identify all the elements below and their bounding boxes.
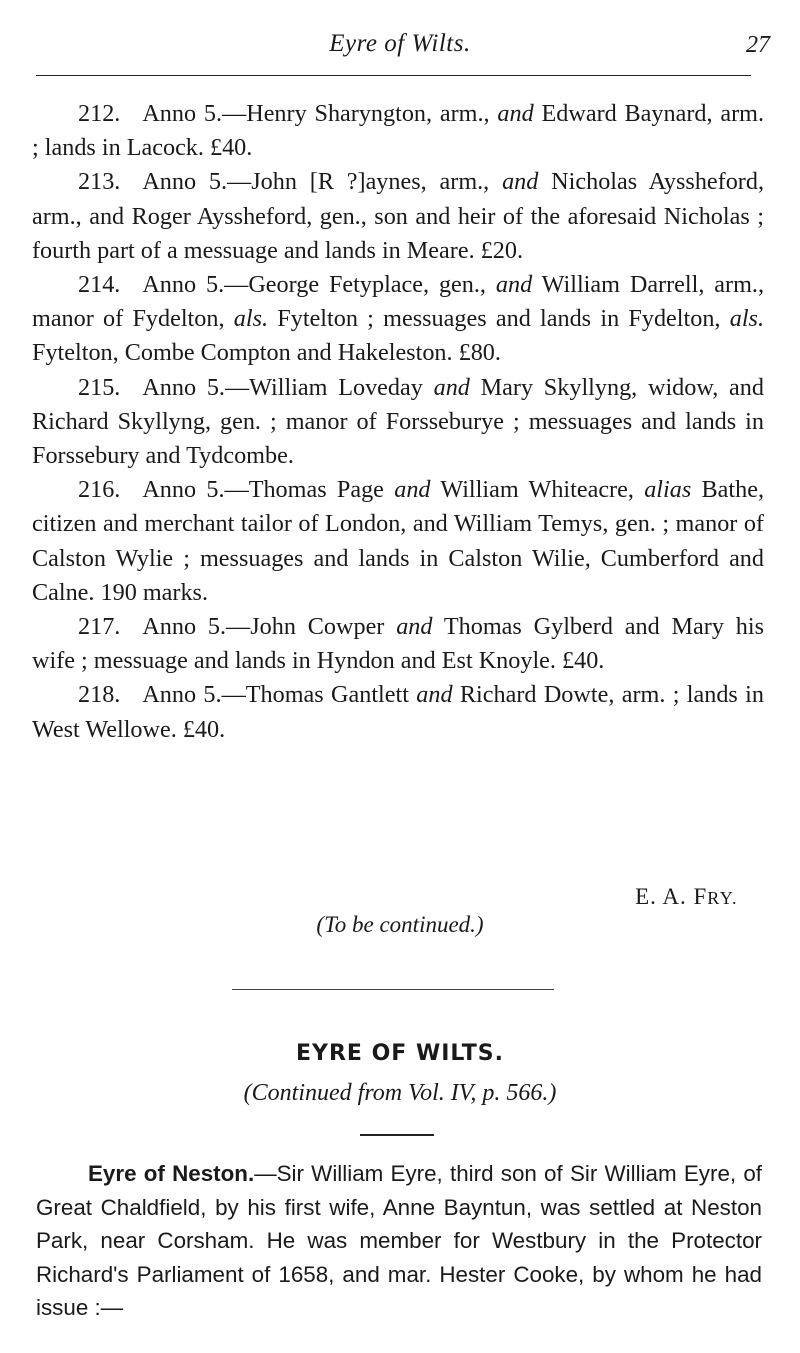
entry-5	[32, 473, 764, 610]
entry-7	[32, 678, 764, 746]
entry-text: Thomas Gylberd and Mary his wife ; messuage and lands in Hyndon and Est Knoyle. £40.	[32, 613, 764, 675]
signature-smallcaps: RY.	[707, 888, 738, 908]
entry-text: William Darrell, arm., manor of Fydelton,	[32, 271, 764, 333]
entry-text: Anno 5.—George Fetyplace, gen.,	[142, 271, 496, 299]
entry-text: Edward Baynard, arm. ; lands in Lacock. £40.	[32, 100, 765, 162]
entry-text: Anno 5.—Thomas Gantlett	[142, 681, 417, 709]
entry-text: Fytelton, Combe Compton and Hakeleston. £80.	[32, 339, 501, 367]
running-title: Eyre of Wilts.	[329, 30, 471, 57]
running-head	[30, 30, 770, 64]
page-number: 27	[746, 32, 770, 58]
entry-text: Anno 5.—Henry Sharyngton, arm.,	[142, 100, 498, 127]
short-rule	[360, 1134, 434, 1136]
entry-text: Anno 5.—John [R ?]aynes, arm.,	[142, 168, 503, 196]
entry-3	[32, 268, 764, 371]
author-signature	[635, 884, 738, 910]
paragraph-lead: Eyre of Neston.	[88, 1161, 255, 1186]
entry-text: Bathe, citizen and merchant tailor of London, and William Temys, gen. ; manor of Calston Wylie ; messuages and lands in Calston Wilie, Cumberford and Calne. 190 marks.	[32, 476, 764, 606]
italic-text: als.	[233, 305, 269, 333]
entry-number: 218.	[78, 681, 121, 709]
body-paragraph	[36, 1157, 762, 1325]
signature-initials: E. A. F	[635, 884, 708, 909]
italic-text: and	[502, 168, 539, 196]
entry-4	[32, 371, 764, 474]
section-heading: EYRE OF WILTS.	[295, 1041, 504, 1066]
entry-1	[32, 97, 764, 165]
entry-number: 214.	[78, 271, 121, 299]
entry-text: Nicholas Ayssheford, arm., and Roger Ayssheford, gen., son and heir of the aforesaid Nicholas ; fourth part of a messuage and lands in Meare. £20.	[32, 168, 764, 264]
entry-2	[32, 165, 764, 268]
entry-text: Anno 5.—William Loveday	[142, 373, 434, 401]
entry-text: Anno 5.—Thomas Page	[142, 476, 395, 504]
section-subheading	[0, 1080, 800, 1107]
entry-number: 215.	[78, 373, 121, 401]
entry-number: 217.	[78, 613, 121, 641]
entry-number: 213.	[78, 168, 121, 196]
italic-text: als.	[729, 305, 764, 333]
subheading-italic: Continued from Vol. IV, p.	[251, 1080, 501, 1106]
italic-text: and	[433, 373, 470, 401]
italic-text: and	[416, 681, 453, 709]
entry-number: 212.	[78, 100, 121, 127]
italic-text: and	[497, 100, 534, 127]
italic-text: and	[394, 476, 431, 504]
italic-text: and	[396, 613, 433, 641]
paragraph-text: —Sir William Eyre, third son of Sir William Eyre, of Great Chaldfield, by his first wife, Anne Bayntun, was settled at Neston Park, near Corsham. He was member for Westbury in the Protector Richard's Parliament of 1658, and mar. Hester Cooke, by whom he had issue :—	[36, 1161, 762, 1321]
subheading-page: 566.)	[500, 1080, 557, 1106]
entries-list	[32, 97, 764, 747]
subheading-open: (	[243, 1080, 252, 1106]
italic-text: alias	[644, 476, 692, 504]
entry-text: Mary Skyllyng, widow, and Richard Skyllyng, gen. ; manor of Forsseburye ; messuages and lands in Forssebury and Tydcombe.	[32, 373, 764, 470]
entry-6	[32, 610, 764, 678]
entry-text: Fytelton ; messuages and lands in Fydelton,	[268, 305, 730, 333]
section-separator	[232, 989, 554, 990]
entry-text: William Whiteacre,	[430, 476, 645, 504]
entry-number: 216.	[78, 476, 121, 504]
entry-text: Richard Dowte, arm. ; lands in West Wellowe. £40.	[32, 681, 764, 743]
header-rule	[36, 75, 751, 76]
to-be-continued: (To be continued.)	[316, 912, 484, 937]
italic-text: and	[495, 271, 533, 299]
entry-text: Anno 5.—John Cowper	[142, 613, 397, 641]
